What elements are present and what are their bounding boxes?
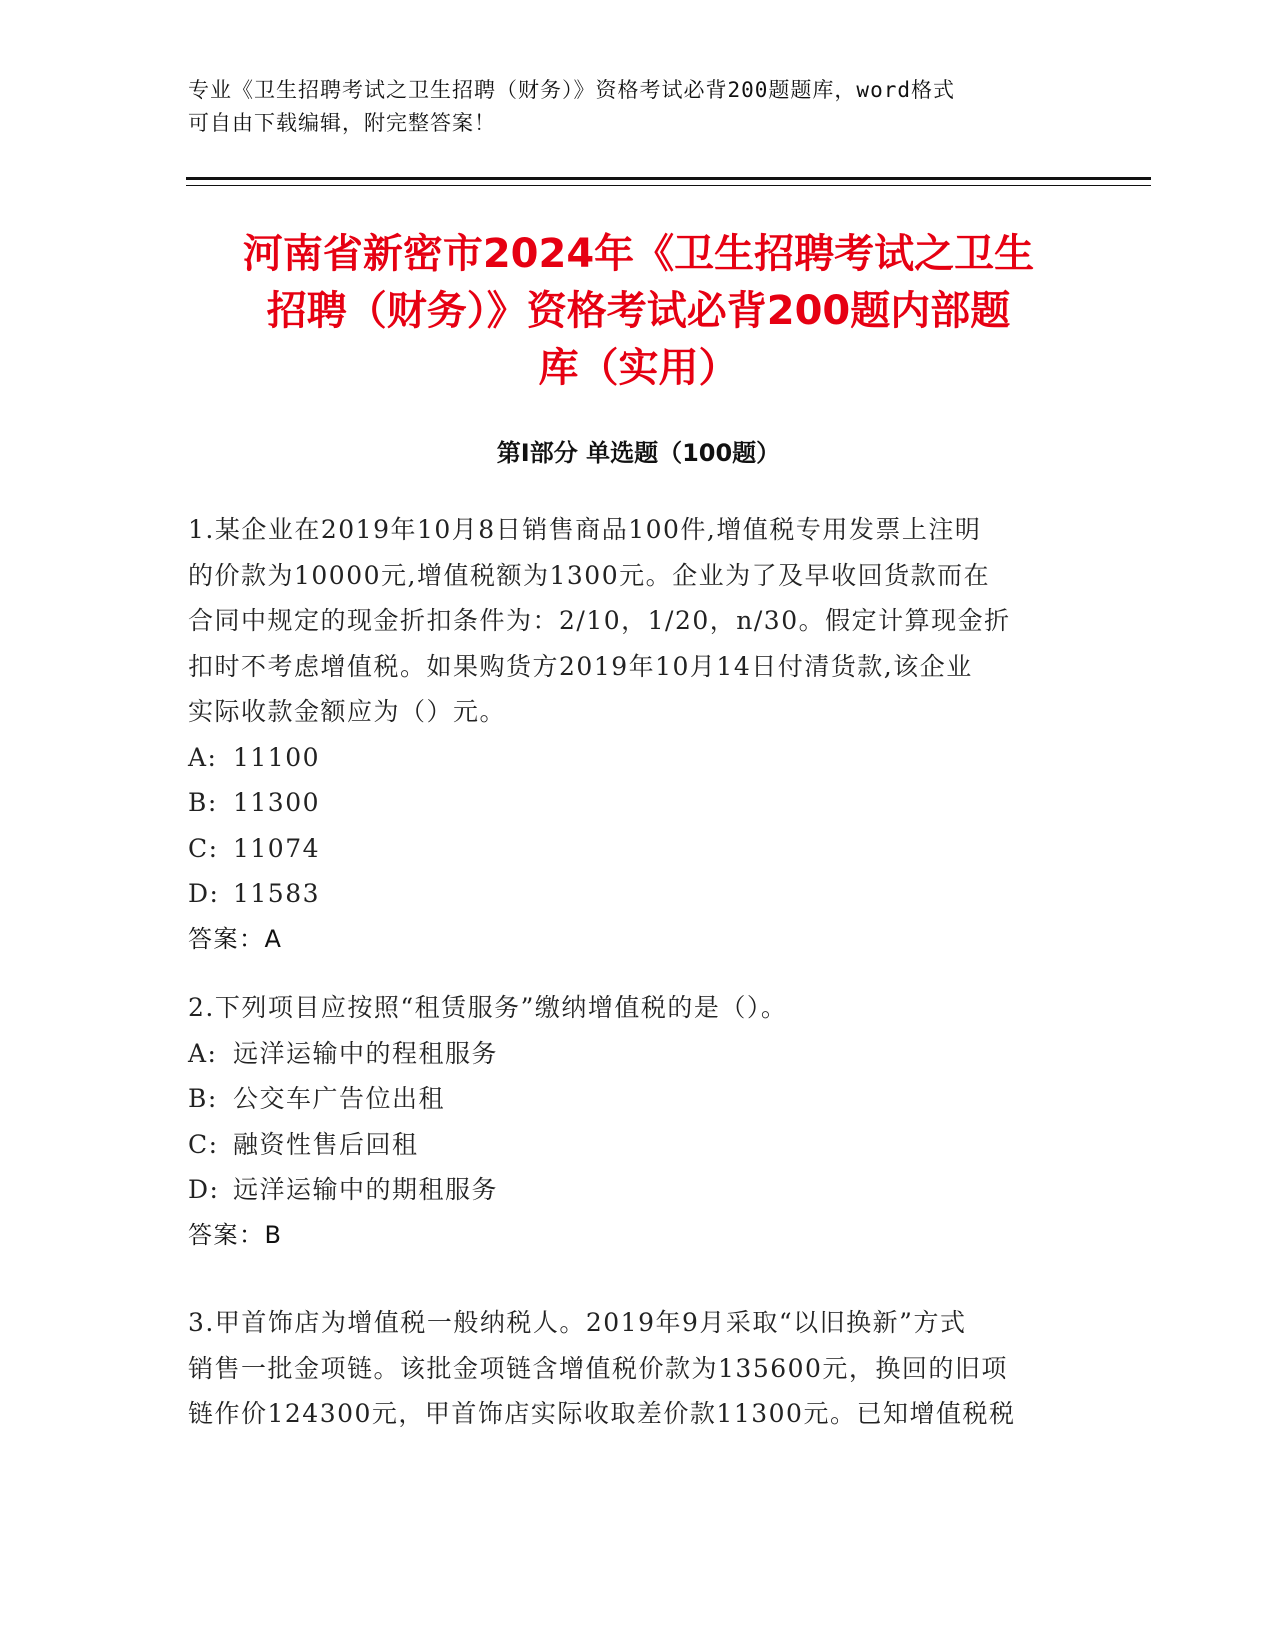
document-title (186, 226, 1091, 397)
option-d (188, 1167, 1073, 1213)
option-text: 公交车广告位出租 (233, 1084, 446, 1113)
stem-line: 扣时不考虑增值税。如果购货方2019年10月14日付清货款,该企业 (188, 651, 973, 681)
question-stem (188, 507, 1073, 735)
option-a (188, 1031, 1073, 1077)
option-letter: C: (188, 833, 219, 863)
option-text: 远洋运输中的程租服务 (233, 1038, 499, 1068)
option-text: 远洋运输中的期租服务 (233, 1175, 499, 1204)
option-text: 11300 (233, 788, 321, 817)
section-heading: 第Ⅰ部分 单选题（100题） (496, 439, 781, 467)
header-divider-thick (186, 177, 1151, 180)
title-line: 库（实用） (538, 345, 739, 391)
option-letter: A: (188, 742, 218, 772)
option-letter: D: (188, 879, 220, 908)
stem-line: 1.某企业在2019年10月8日销售商品100件,增值税专用发票上注明 (188, 515, 982, 544)
stem-line: 3.甲首饰店为增值税一般纳税人。2019年9月采取“以旧换新”方式 (188, 1308, 967, 1337)
option-letter: A: (188, 1038, 218, 1068)
question-stem (188, 985, 1073, 1031)
option-text: 11074 (233, 833, 321, 863)
answer-label: 答案：B (188, 1220, 283, 1249)
header-note (188, 74, 1068, 140)
option-text: 11100 (233, 742, 321, 772)
option-letter: D: (188, 1175, 220, 1204)
option-letter: C: (188, 1129, 219, 1159)
question-1 (188, 507, 1073, 962)
title-line: 河南省新密市2024年《卫生招聘考试之卫生 (242, 231, 1035, 277)
option-b (188, 780, 1073, 826)
header-note-line: 专业《卫生招聘考试之卫生招聘（财务）》资格考试必背200题题库，word格式 (188, 78, 955, 102)
stem-line: 实际收款金额应为（）元。 (188, 697, 507, 726)
stem-line: 2.下列项目应按照“租赁服务”缴纳增值税的是（）。 (188, 993, 788, 1022)
header-divider-thin (186, 185, 1151, 186)
option-a (188, 735, 1073, 781)
option-letter: B: (188, 1084, 218, 1113)
header-note-line: 可自由下载编辑，附完整答案！ (188, 111, 496, 135)
stem-line: 链作价124300元，甲首饰店实际收取差价款11300元。已知增值税税 (188, 1399, 1016, 1428)
option-b (188, 1076, 1073, 1122)
option-d (188, 871, 1073, 917)
question-stem (188, 1300, 1073, 1437)
stem-line: 合同中规定的现金折扣条件为：2/10，1/20，n/30。假定计算现金折 (188, 606, 1011, 635)
option-text: 11583 (233, 879, 321, 908)
option-c (188, 1122, 1073, 1168)
answer-label: 答案：A (188, 924, 283, 953)
stem-line: 的价款为10000元,增值税额为1300元。企业为了及早收回货款而在 (188, 560, 991, 590)
stem-line: 销售一批金项链。该批金项链含增值税价款为135600元，换回的旧项 (188, 1353, 1008, 1383)
question-2 (188, 985, 1073, 1258)
question-3 (188, 1300, 1073, 1437)
option-letter: B: (188, 788, 218, 817)
option-c (188, 826, 1073, 872)
option-text: 融资性售后回租 (233, 1129, 419, 1159)
title-line: 招聘（财务）》资格考试必背200题内部题 (266, 288, 1011, 334)
